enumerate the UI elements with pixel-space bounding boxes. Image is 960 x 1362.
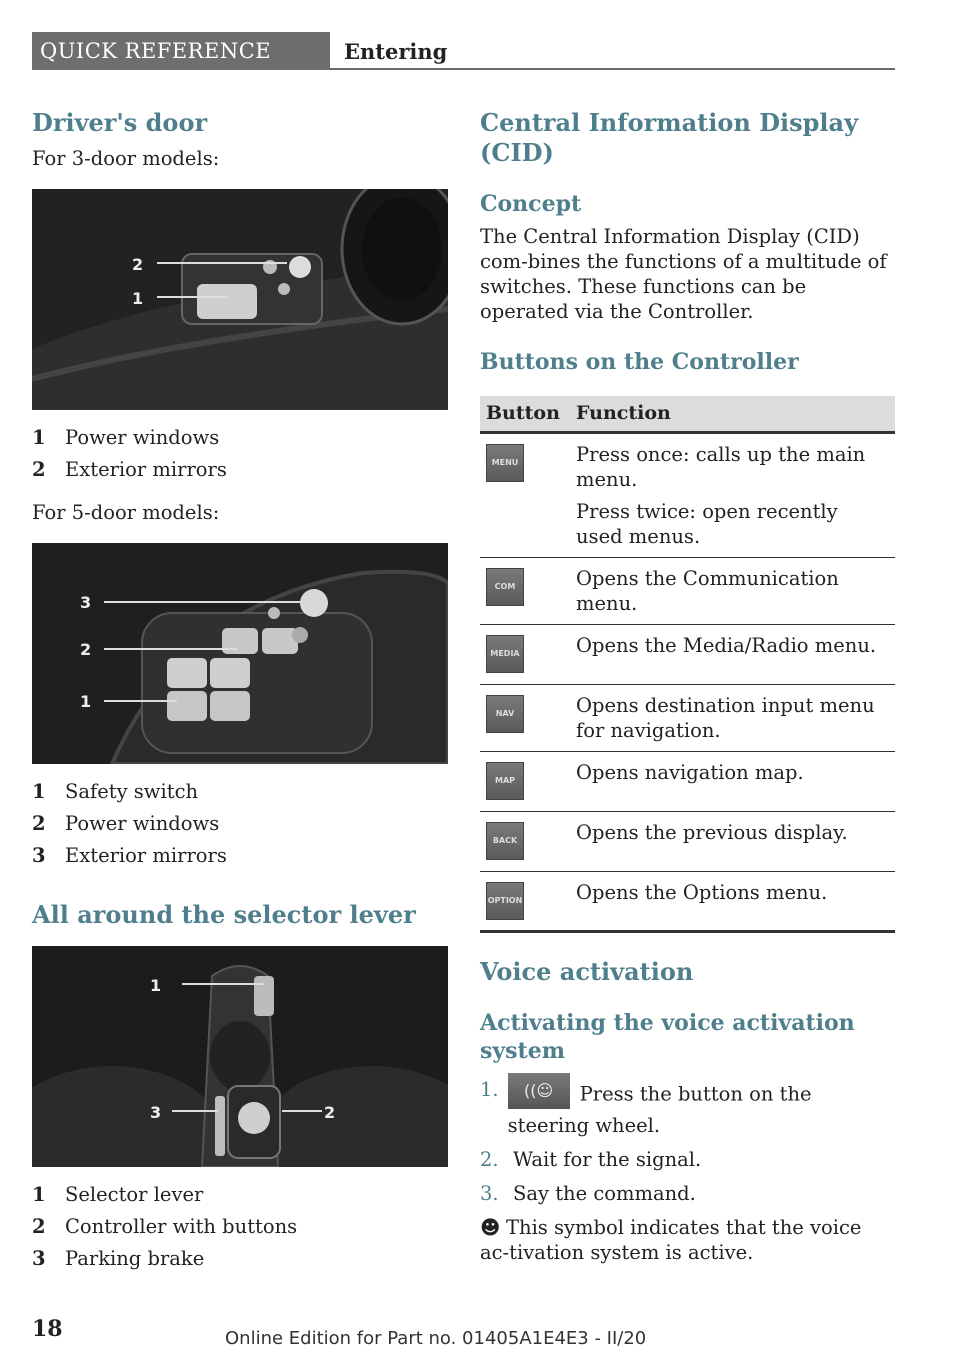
table-row — [480, 432, 895, 557]
table-row — [480, 624, 895, 684]
function-text: Opens the previous display. — [570, 811, 895, 871]
table-row — [480, 557, 895, 624]
five-door-photo — [32, 543, 448, 764]
media-key-icon: MEDIA — [486, 635, 524, 673]
callout-label: 2 — [132, 255, 144, 274]
edition-text: Online Edition for Part no. 01405A1E4E3 - II/20 — [225, 1328, 647, 1349]
legend-item — [32, 454, 448, 486]
voice-steps — [480, 1077, 895, 1206]
table-row — [480, 751, 895, 811]
function-text: Opens the Media/Radio menu. — [570, 624, 895, 684]
option-key-icon: OPTION — [486, 882, 524, 920]
callout-label: 1 — [150, 976, 162, 995]
step-item — [480, 1181, 895, 1206]
callout-label: 2 — [324, 1103, 336, 1122]
chapter-label: Entering — [344, 39, 448, 64]
map-key-icon: MAP — [486, 762, 524, 800]
legend-item — [32, 1211, 448, 1243]
left-column — [32, 108, 448, 1275]
back-key-icon: BACK — [486, 822, 524, 860]
callout-label: 1 — [80, 692, 92, 711]
legend-text: Safety switch — [65, 780, 199, 803]
three-door-intro: For 3-door models: — [32, 147, 220, 170]
function-text: Opens the Communication menu. — [570, 557, 895, 624]
step-number: 1. — [480, 1077, 499, 1101]
page-number: 18 — [32, 1316, 63, 1342]
step-number: 2. — [480, 1147, 499, 1171]
legend-item — [32, 808, 448, 840]
callout-label: 3 — [80, 593, 92, 612]
legend-text: Power windows — [65, 426, 220, 449]
function-text: Press twice: open recently used menus. — [576, 499, 838, 548]
legend-text: Power windows — [65, 812, 220, 835]
function-text: Opens the Options menu. — [570, 871, 895, 931]
nav-key-icon: NAV — [486, 695, 524, 733]
legend-num: 1 — [32, 780, 46, 803]
table-row — [480, 811, 895, 871]
five-door-legend — [32, 776, 448, 872]
controller-buttons-table — [480, 396, 895, 933]
function-text: Opens navigation map. — [570, 751, 895, 811]
three-door-legend — [32, 422, 448, 486]
concept-text: The Central Information Display (CID) com-bines the functions of a multitude of switches. These functions can be operated via the Controller. — [480, 225, 887, 323]
three-door-photo — [32, 189, 448, 410]
step-number: 3. — [480, 1181, 499, 1205]
legend-item — [32, 840, 448, 872]
table-header: Function — [570, 396, 895, 432]
legend-item — [32, 422, 448, 454]
com-key-icon: COM — [486, 568, 524, 606]
section-label: QUICK REFERENCE — [32, 32, 330, 70]
menu-key-icon: MENU — [486, 444, 524, 482]
five-door-intro: For 5-door models: — [32, 501, 220, 524]
legend-num: 2 — [32, 812, 46, 835]
legend-num: 1 — [32, 1183, 46, 1206]
callout-label: 2 — [80, 640, 92, 659]
voice-heading: Voice activation — [480, 956, 694, 986]
legend-text: Parking brake — [65, 1247, 205, 1270]
voice-note — [480, 1215, 895, 1265]
cid-heading: Central Information Display (CID) — [480, 108, 859, 167]
legend-num: 3 — [32, 844, 46, 867]
step-text: Press the button on the steering wheel. — [507, 1082, 812, 1137]
step-text: Say the command. — [513, 1181, 696, 1205]
voice-active-icon: ☻ — [480, 1215, 501, 1239]
selector-photo — [32, 946, 448, 1167]
callout-label: 3 — [150, 1103, 162, 1122]
legend-num: 3 — [32, 1247, 46, 1270]
page-header — [32, 32, 895, 70]
concept-heading: Concept — [480, 191, 582, 217]
legend-text: Exterior mirrors — [65, 458, 227, 481]
callout-label: 1 — [132, 289, 144, 308]
buttons-heading: Buttons on the Controller — [480, 349, 799, 375]
selector-legend — [32, 1179, 448, 1275]
voice-subheading: Activating the voice activation system — [480, 1009, 855, 1064]
legend-text: Selector lever — [65, 1183, 204, 1206]
table-header: Button — [480, 396, 570, 432]
step-text: Wait for the signal. — [513, 1147, 702, 1171]
step-item — [480, 1077, 895, 1138]
legend-text: Controller with buttons — [65, 1215, 298, 1238]
legend-num: 2 — [32, 1215, 46, 1238]
drivers-door-heading: Driver's door — [32, 108, 208, 137]
function-text: Opens destination input menu for navigation. — [570, 684, 895, 751]
table-row — [480, 684, 895, 751]
voice-note-text: This symbol indicates that the voice ac-tivation system is active. — [480, 1215, 862, 1264]
selector-heading: All around the selector lever — [32, 900, 416, 929]
legend-text: Exterior mirrors — [65, 844, 227, 867]
legend-item — [32, 1243, 448, 1275]
legend-item — [32, 776, 448, 808]
function-text: Press once: calls up the main menu. — [576, 442, 866, 491]
legend-num: 1 — [32, 426, 46, 449]
voice-button-icon: ((☺ — [508, 1073, 570, 1109]
step-item — [480, 1147, 895, 1172]
right-column — [480, 108, 895, 1265]
table-row — [480, 871, 895, 931]
legend-item — [32, 1179, 448, 1211]
legend-num: 2 — [32, 458, 46, 481]
